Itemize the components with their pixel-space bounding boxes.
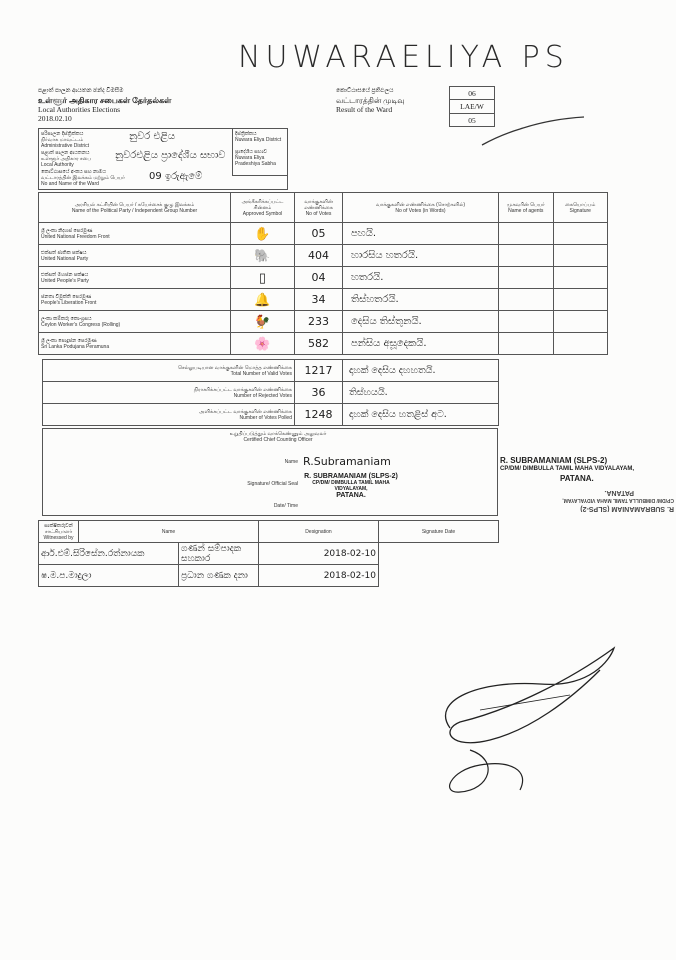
witness-label-si: සාක්ෂිකරුවන් (44, 522, 73, 529)
code-bottom: 05 (450, 114, 495, 127)
official-seal (301, 473, 401, 499)
local-ta: உள்ளூர் அதிகார சபை (41, 156, 92, 162)
party-votes: 04 (295, 267, 343, 289)
party-votes: 34 (295, 289, 343, 311)
party-votes-words: තිස්හතරයි. (343, 289, 499, 311)
total-words: දාහක් දෙසිය දහහතයි. (343, 360, 499, 382)
district-en: Administrative District (41, 143, 90, 149)
ward-si: කොට්ඨාසයේ අංකය සහ නාමය (41, 169, 106, 175)
district-si: පරිපාලන දිස්ත්‍රික්කය (41, 131, 84, 137)
signature-scrawl (420, 640, 630, 800)
col-agent-en: Name of agents (508, 207, 544, 214)
party-name-si: ශ්‍රී ලංකා නිදහස් පෙරමුණ (41, 227, 93, 234)
party-name-si: ශ්‍රී ලංකා පොදුජන පෙරමුණ (41, 337, 97, 344)
col-party-en: Name of the Political Party / Independent Group Number (71, 207, 198, 214)
party-row (39, 245, 499, 267)
code-mid: LAE/W (450, 100, 495, 114)
agent-name-cell[interactable] (499, 289, 554, 311)
total-row (43, 360, 499, 382)
cert-signature-label: Signature/ Official Seal (247, 481, 298, 487)
agent-name-cell[interactable] (499, 223, 554, 245)
agent-sign-cell[interactable] (553, 311, 608, 333)
cert-date-label: Date/ Time (273, 503, 298, 509)
cert-name-label: Name (284, 459, 298, 465)
col-votes-en: No of Votes (305, 210, 332, 217)
party-name (39, 333, 231, 355)
col-party (39, 193, 231, 223)
local-en: Local Authority (41, 162, 74, 168)
party-row (39, 333, 499, 355)
party-name-en: United National Freedom Front (41, 233, 110, 240)
agent-row (499, 267, 608, 289)
results-table (38, 192, 499, 355)
header-si-title: පළාත් පාලන ආයතන ඡන්ද විමසීම (38, 88, 124, 94)
party-name (39, 223, 231, 245)
col-votes-ta: வாக்குகளின் எண்ணிக்கை (304, 198, 333, 211)
local-si: පළාත් පාලන ආයතනය (41, 150, 90, 156)
right-district-en: Nuwara Eliya District (235, 137, 282, 143)
col-agent-ta: முகவரின் பெயர் (506, 201, 545, 208)
total-value: 1248 (295, 404, 343, 426)
party-votes: 05 (295, 223, 343, 245)
agent-sign-cell[interactable] (553, 289, 608, 311)
witness-designation: ප්‍රධාන ගණක දනා (179, 565, 259, 587)
witness-name: ෂ.ම.ප.මාදුලා (39, 565, 179, 587)
result-header (336, 87, 446, 114)
col-symbol (231, 193, 295, 223)
right-district-si: දිස්ත්‍රික්කය (235, 131, 257, 137)
party-symbol-icon: 🐘 (231, 245, 295, 267)
total-words: දාහක් දෙසිය හතළිස් අට. (343, 404, 499, 426)
right-local-si: ප්‍රාදේශීය සභාව (235, 149, 267, 155)
district-ta: நிர்வாக மாவட்டம் (41, 137, 84, 143)
agent-row (499, 223, 608, 245)
margin-seal-line3: PATANA. (560, 474, 594, 483)
party-name (39, 289, 231, 311)
party-name (39, 267, 231, 289)
col-agent (499, 193, 554, 223)
total-label-en: Number of Rejected Votes (233, 392, 292, 399)
agent-sign-cell[interactable] (553, 267, 608, 289)
col-party-ta: அரசியல் கட்சியின் பெயர் / சுயேச்சைக் குழு இலக்கம் (74, 201, 195, 208)
mirrored-seal (556, 488, 674, 512)
party-row (39, 311, 499, 333)
party-name-si: ලංකා කම්කරු කොංග්‍රසය (41, 315, 92, 322)
agent-name-cell[interactable] (499, 245, 554, 267)
party-symbol-icon: ✋ (231, 223, 295, 245)
agent-row (499, 311, 608, 333)
election-date: 2018.02.10 (38, 114, 72, 123)
results-header-row (39, 193, 499, 223)
total-label (43, 360, 295, 382)
seal-line2: CP/DM/ DIMBULLA TAMIL MAHA VIDYALAYAM, (312, 480, 390, 492)
cert-name-value: R.Subramaniam (303, 455, 391, 468)
handwritten-title: NUWARAELIYA PS (238, 40, 569, 75)
total-label-ta: செல்லுபடியான வாக்குகளின் மொத்த எண்ணிக்கை (177, 364, 292, 371)
election-header (38, 87, 228, 123)
district-value: නුවර එළිය (129, 131, 176, 142)
witness-row (39, 565, 499, 587)
agent-row (499, 245, 608, 267)
total-label-ta: நிராகரிக்கப்பட்ட வாக்குகளின் எண்ணிக்கை (193, 386, 292, 393)
party-name (39, 311, 231, 333)
info-right-block (232, 128, 288, 176)
code-top: 06 (450, 87, 495, 100)
total-value: 1217 (295, 360, 343, 382)
party-row (39, 223, 499, 245)
party-symbol-icon: 🌸 (231, 333, 295, 355)
agents-table (498, 192, 608, 355)
margin-seal-line2: CP/DM/ DIMBULLA TAMIL MAHA VIDYALAYAM, (500, 466, 635, 472)
witness-row (39, 543, 499, 565)
total-row (43, 404, 499, 426)
mirrored-seal-line2: CP/DM/ DIMBULLA TAMIL MAHA VIDYALAYAM, (562, 497, 674, 503)
party-name-en: Sri Lanka Podujana Peramuna (41, 343, 110, 350)
witness-label (39, 521, 79, 543)
margin-seal-name: R. SUBRAMANIAM (SLPS-2) (500, 456, 608, 465)
certification-block (42, 428, 498, 516)
party-votes-words: දෙසිය තිස්තුනයි. (343, 311, 499, 333)
witness-name: ආර්.එම්.සිරිසේන.රත්නායක (39, 543, 179, 565)
col-sign-en: Signature (569, 207, 591, 214)
party-votes-words: පහයි. (343, 223, 499, 245)
header-en-title: Local Authorities Elections (38, 105, 121, 114)
party-name-si: එක්සත් ජාතික පක්ෂය (41, 249, 87, 256)
total-label-en: Total Number of Valid Votes (230, 370, 292, 377)
witness-col-signature: Signature Date (379, 521, 499, 543)
party-symbol-icon: 🔔 (231, 289, 295, 311)
local-value: නුවරඑළිය ප්‍රාදේශීය සභාව (115, 150, 226, 161)
col-words-en: No of Votes (in Words) (395, 207, 446, 214)
witness-col-name: Name (79, 521, 259, 543)
agent-sign-cell[interactable] (553, 245, 608, 267)
ward-en: No and Name of the Ward (41, 181, 99, 187)
result-ta: வட்டாரத்தின் முடிவு (336, 96, 405, 105)
col-sign (553, 193, 608, 223)
col-symbol-en: Approved Symbol (242, 210, 283, 217)
witness-table (38, 520, 499, 587)
result-si: කොට්ඨාසයේ ප්‍රතිඵලය (336, 88, 394, 94)
party-votes: 582 (295, 333, 343, 355)
right-local-en: Nuwara Eliya Pradeshiya Sabha (235, 155, 276, 167)
party-symbol-icon: 🐓 (231, 311, 295, 333)
party-name-en: People's Liberation Front (41, 299, 97, 306)
party-name-en: United People's Party (41, 277, 89, 284)
party-name-si: එක්සත් මහජන පක්ෂය (41, 271, 89, 278)
party-votes-words: හාරසිය හතරයි. (343, 245, 499, 267)
witness-label-en: Witnessed by (43, 534, 74, 541)
cert-title-en: Certified Chief Counting Officer (243, 437, 313, 443)
witness-designation: ගණන් සම්පාදක සහකාර (179, 543, 259, 565)
result-en: Result of the Ward (336, 105, 393, 114)
total-value: 36 (295, 382, 343, 404)
header-ta-title: உள்ளூர் அதிகார சபைகள் தேர்தல்கள் (38, 96, 172, 105)
col-words (343, 193, 499, 223)
total-words: තිස්හයයි. (343, 382, 499, 404)
party-rows (39, 223, 499, 355)
party-symbol-icon: ▯ (231, 267, 295, 289)
party-votes-words: පන්සිය අසූදෙකයි. (343, 333, 499, 355)
total-label-ta: அளிக்கப்பட்ட வாக்குகளின் எண்ணிக்கை (198, 408, 292, 415)
party-name-en: Ceylon Worker's Congress (Rolling) (41, 321, 121, 328)
agent-row (499, 333, 608, 355)
tick-mark (480, 115, 590, 155)
party-votes: 233 (295, 311, 343, 333)
seal-name: R. SUBRAMANIAM (SLPS-2) (304, 473, 398, 480)
party-row (39, 289, 499, 311)
mirrored-seal-name: R. SUBRAMANIAM (SLPS-2) (580, 505, 674, 512)
total-label-en: Number of Votes Polled (239, 414, 292, 421)
party-row (39, 267, 499, 289)
col-symbol-ta: அங்கீகரிக்கப்பட்ட சின்னம் (241, 198, 284, 211)
total-label (43, 404, 295, 426)
agent-row (499, 289, 608, 311)
total-label (43, 382, 295, 404)
mirrored-seal-line3: PATANA. (604, 489, 634, 496)
col-sign-ta: கையொப்பம் (565, 201, 596, 208)
ward-value: 09 ඉරුඇමේ (149, 171, 203, 182)
party-name-si: ජනතා විමුක්ති පෙරමුණ (41, 293, 92, 300)
party-name (39, 245, 231, 267)
cert-title-ta: உறுதிப்படுத்தும் வாக்கெண்ணும் அலுவலர் (229, 431, 327, 437)
party-votes: 404 (295, 245, 343, 267)
col-votes (295, 193, 343, 223)
totals-table (42, 359, 499, 426)
agent-name-cell[interactable] (499, 311, 554, 333)
ward-ta: வட்டாரத்தின் இலக்கம் மற்றும் பெயர் (41, 175, 125, 181)
party-votes-words: හතරයි. (343, 267, 499, 289)
witness-col-designation: Designation (259, 521, 379, 543)
witness-signature: 2018-02-10 (259, 543, 379, 565)
margin-seal (500, 456, 670, 483)
witness-label-ta: சாட்சியாளர் (44, 528, 73, 535)
total-row (43, 382, 499, 404)
party-name-en: United National Party (41, 255, 89, 262)
col-words-ta: வாக்குகளின் எண்ணிக்கை (சொற்களில்) (375, 201, 466, 208)
agent-sign-cell[interactable] (553, 223, 608, 245)
agent-sign-cell[interactable] (553, 333, 608, 355)
agent-name-cell[interactable] (499, 333, 554, 355)
witness-signature: 2018-02-10 (259, 565, 379, 587)
seal-line3: PATANA. (336, 492, 366, 499)
agent-name-cell[interactable] (499, 267, 554, 289)
